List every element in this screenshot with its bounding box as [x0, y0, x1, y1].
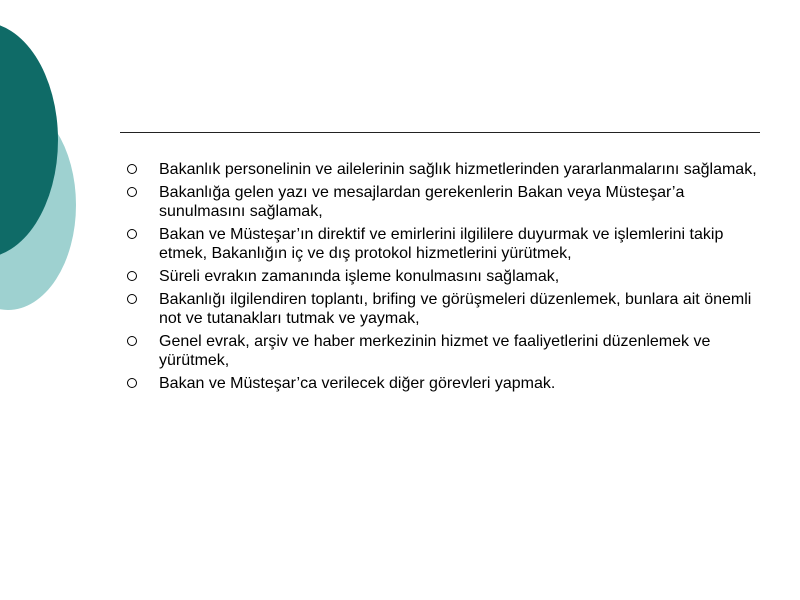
- list-item-text: Genel evrak, arşiv ve haber merkezinin hizmet ve faaliyetlerini düzenlemek ve yürütmek,: [159, 333, 711, 369]
- list-item-text: Süreli evrakın zamanında işleme konulmasını sağlamak,: [159, 268, 560, 285]
- list-item: [127, 225, 757, 263]
- hollow-circle-bullet-icon: [127, 271, 137, 281]
- bullet-list: [127, 160, 757, 397]
- list-item: [127, 332, 757, 370]
- list-item-text: Bakan ve Müsteşar’ın direktif ve emirlerini ilgililere duyurmak ve işlemlerini takip etmek, Bakanlığın iç ve dış protokol hizmetlerini yürütmek,: [159, 226, 724, 262]
- hollow-circle-bullet-icon: [127, 229, 137, 239]
- hollow-circle-bullet-icon: [127, 187, 137, 197]
- list-item: [127, 183, 757, 221]
- list-item-text: Bakan ve Müsteşar’ca verilecek diğer görevleri yapmak.: [159, 375, 556, 392]
- hollow-circle-bullet-icon: [127, 164, 137, 174]
- list-item: [127, 290, 757, 328]
- list-item: [127, 374, 757, 393]
- list-item-text: Bakanlık personelinin ve ailelerinin sağlık hizmetlerinden yararlanmalarını sağlamak,: [159, 161, 757, 178]
- list-item-text: Bakanlığa gelen yazı ve mesajlardan gerekenlerin Bakan veya Müsteşar’a sunulmasını sağlamak,: [159, 184, 685, 220]
- hollow-circle-bullet-icon: [127, 336, 137, 346]
- hollow-circle-bullet-icon: [127, 378, 137, 388]
- list-item: [127, 267, 757, 286]
- hollow-circle-bullet-icon: [127, 294, 137, 304]
- list-item: [127, 160, 757, 179]
- title-divider: [120, 132, 760, 133]
- list-item-text: Bakanlığı ilgilendiren toplantı, brifing ve görüşmeleri düzenlemek, bunlara ait önemli not ve tutanakları tutmak ve yaymak,: [159, 291, 752, 327]
